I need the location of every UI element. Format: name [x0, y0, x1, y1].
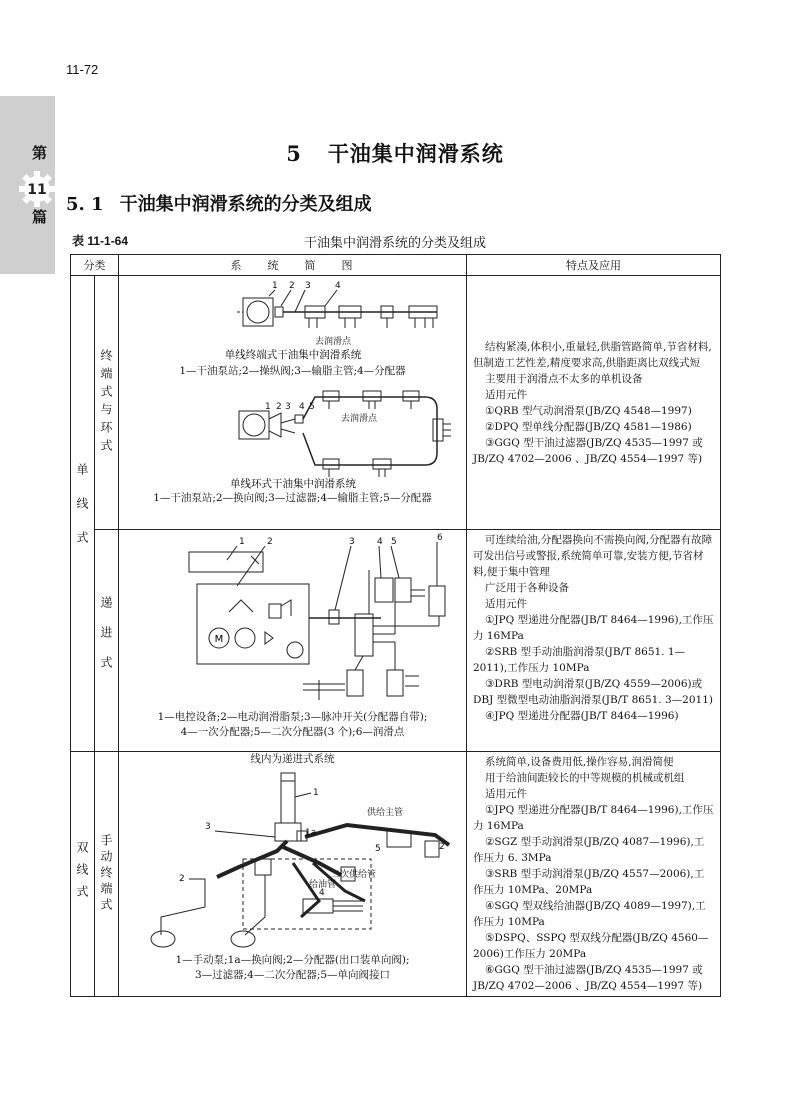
table-row [71, 276, 721, 530]
diagram-legend: 1—干油泵站;2—操纵阀;3—输脂主管;4—分配器 [179, 365, 406, 377]
header-category: 分类 [71, 255, 119, 276]
group-single-line: 单线式 [71, 276, 95, 752]
features-manual-terminal: 系统简单,设备费用低,操作容易,润滑简便 用于给油间距较长的中等规模的机械或机组 适用元件 ①JPQ 型递进分配器(JB/T 8464—1996),工作压力 16MPa ②SGZ 型手动润滑泵(JB/ZQ 4087—1996),工作压力 6. 3MPa ③SRB 型手动润滑泵(JB/ZQ 4557—2006),工作压力 10MPa、20MPa ④SGQ 型双线给油器(JB/ZQ 4089—1997),工作压力 10MPa ⑤DSPQ、SSPQ 型双线分配器(JB/ZQ 4560—2006)工作压力 20MPa ⑥GGQ 型干油过滤器(JB/ZQ 4535—1997 或 JB/ZQ 4702—2006 、JB/ZQ 4554—1997 等) [467, 752, 721, 997]
label-5: 5 [391, 537, 397, 547]
chapter-title [0, 138, 790, 168]
diagram-cell-progressive [119, 530, 467, 752]
label-2-right: 2 [439, 842, 445, 852]
header-features: 特点及应用 [467, 255, 721, 276]
label-3: 3 [305, 281, 311, 291]
header-diagram: 系统简图 [119, 255, 467, 276]
side-tab-top: 第 [32, 144, 48, 162]
features-progressive: 可连续给油,分配器换向不需换向阀,分配器有故障可发出信号或警报,系统简单可靠,安装方便,节省材料,便于集中管理 广泛用于各种设备 适用元件 ①JPQ 型递进分配器(JB/T 8464—1996),工作压力 16MPa ②SRB 型手动油脂润滑泵(JB/T 8651. 1—2011),工作压力 10MPa ③DRB 型电动润滑泵(JB/ZQ 4559—2006)或 DBJ 型微型电动油脂润滑泵(JB/T 8651. 3—2011) ④JPQ 型递进分配器(JB/T 8464—1996) [467, 530, 721, 752]
group-dual-line: 双线式 [71, 752, 95, 997]
diagram-cell-terminal-ring [119, 276, 467, 530]
single-line-ring-diagram [119, 379, 467, 491]
table-caption: 干油集中润滑系统的分类及组成 [303, 235, 486, 250]
label-4: 4 [377, 537, 383, 547]
label-1: 1 [272, 281, 278, 291]
label-2: 2 [289, 281, 295, 291]
secondary-line-label: 二次供给管 [331, 870, 377, 880]
label-1: 1 [239, 537, 245, 547]
label-6: 6 [437, 533, 443, 543]
classification-table [70, 254, 721, 997]
subcategory-manual-terminal: 手动终端式 [95, 752, 119, 997]
diagram-title: 单线终端式干油集中润滑系统 [224, 349, 362, 361]
motor-label: M [214, 634, 224, 645]
diagram-title: 单线环式干油集中润滑系统 [230, 478, 356, 490]
table-number: 表 11-1-64 [72, 234, 129, 248]
diagram-legend-line1: 1—手动泵;1a—换向阀;2—分配器(出口装单向阀); [175, 954, 410, 966]
features-terminal-ring: 结构紧凑,体积小,重量轻,供脂管路简单,节省材料,但制造工艺性差,精度要求高,供脂距离比双线式短 主要用于润滑点不太多的单机设备 适用元件 ①QRB 型气动润滑泵(JB/ZQ 4548—1997) ②DPQ 型单线分配器(JB/ZQ 4581—1986) ③GGQ 型干油过滤器(JB/ZQ 4535—1997 或 JB/ZQ 4702—2006 、JB/ZQ 4554—1997 等) [467, 276, 721, 530]
table-header-row [71, 255, 721, 276]
label-3: 3 [349, 537, 355, 547]
side-tab-number: 11 [27, 182, 47, 198]
point-label: 去润滑点 [341, 414, 378, 424]
page-number: 11-72 [66, 62, 99, 77]
section-title-text: 干油集中润滑系统的分类及组成 [119, 194, 372, 215]
progressive-system-diagram [119, 530, 467, 710]
chapter-title-text: 干油集中润滑系统 [327, 141, 504, 166]
label-4: 4 [299, 402, 305, 412]
label-3: 3 [205, 822, 211, 832]
diagram-legend-line2: 4—一次分配器;5—二次分配器(3 个);6—润滑点 [180, 726, 405, 738]
label-2-left: 2 [179, 874, 185, 884]
feed-line-label: 给油管 [309, 880, 337, 890]
diagram-heading: 线内为递进式系统 [250, 753, 335, 765]
label-5: 5 [375, 844, 381, 854]
label-1: 1 [265, 402, 271, 412]
section-title [66, 190, 372, 216]
label-1: 1 [313, 788, 319, 798]
label-4: 4 [335, 281, 341, 291]
diagram-legend-line1: 1—电控设备;2—电动润滑脂泵;3—脉冲开关(分配器自带); [157, 711, 428, 723]
label-1a: 1a [305, 828, 317, 838]
main-line-label: 供给主管 [367, 808, 404, 818]
gear-icon [18, 170, 56, 208]
label-3: 3 [285, 402, 291, 412]
subcategory-terminal-ring: 终端式与环式 [95, 276, 119, 530]
section-number: 5. 1 [66, 194, 104, 215]
label-5: 5 [309, 402, 315, 412]
label-2: 2 [276, 402, 282, 412]
diagram-legend-line2: 3—过滤器;4—二次分配器;5—单向阀接口 [194, 969, 391, 981]
diagram-legend: 1—干油泵站;2—换向阀;3—过滤器;4—输脂主管;5—分配器 [153, 492, 432, 504]
subcategory-progressive: 递进式 [95, 530, 119, 752]
label-4: 4 [319, 888, 325, 898]
single-line-terminal-diagram [119, 276, 467, 364]
point-label: 去润滑点 [315, 337, 352, 347]
side-tab-bottom: 篇 [32, 208, 48, 226]
dual-line-manual-diagram [119, 767, 467, 953]
diagram-cell-manual-terminal [119, 752, 467, 997]
table-row [71, 530, 721, 752]
table-row [71, 752, 721, 997]
chapter-number: 5 [286, 141, 302, 166]
label-2: 2 [267, 537, 273, 547]
